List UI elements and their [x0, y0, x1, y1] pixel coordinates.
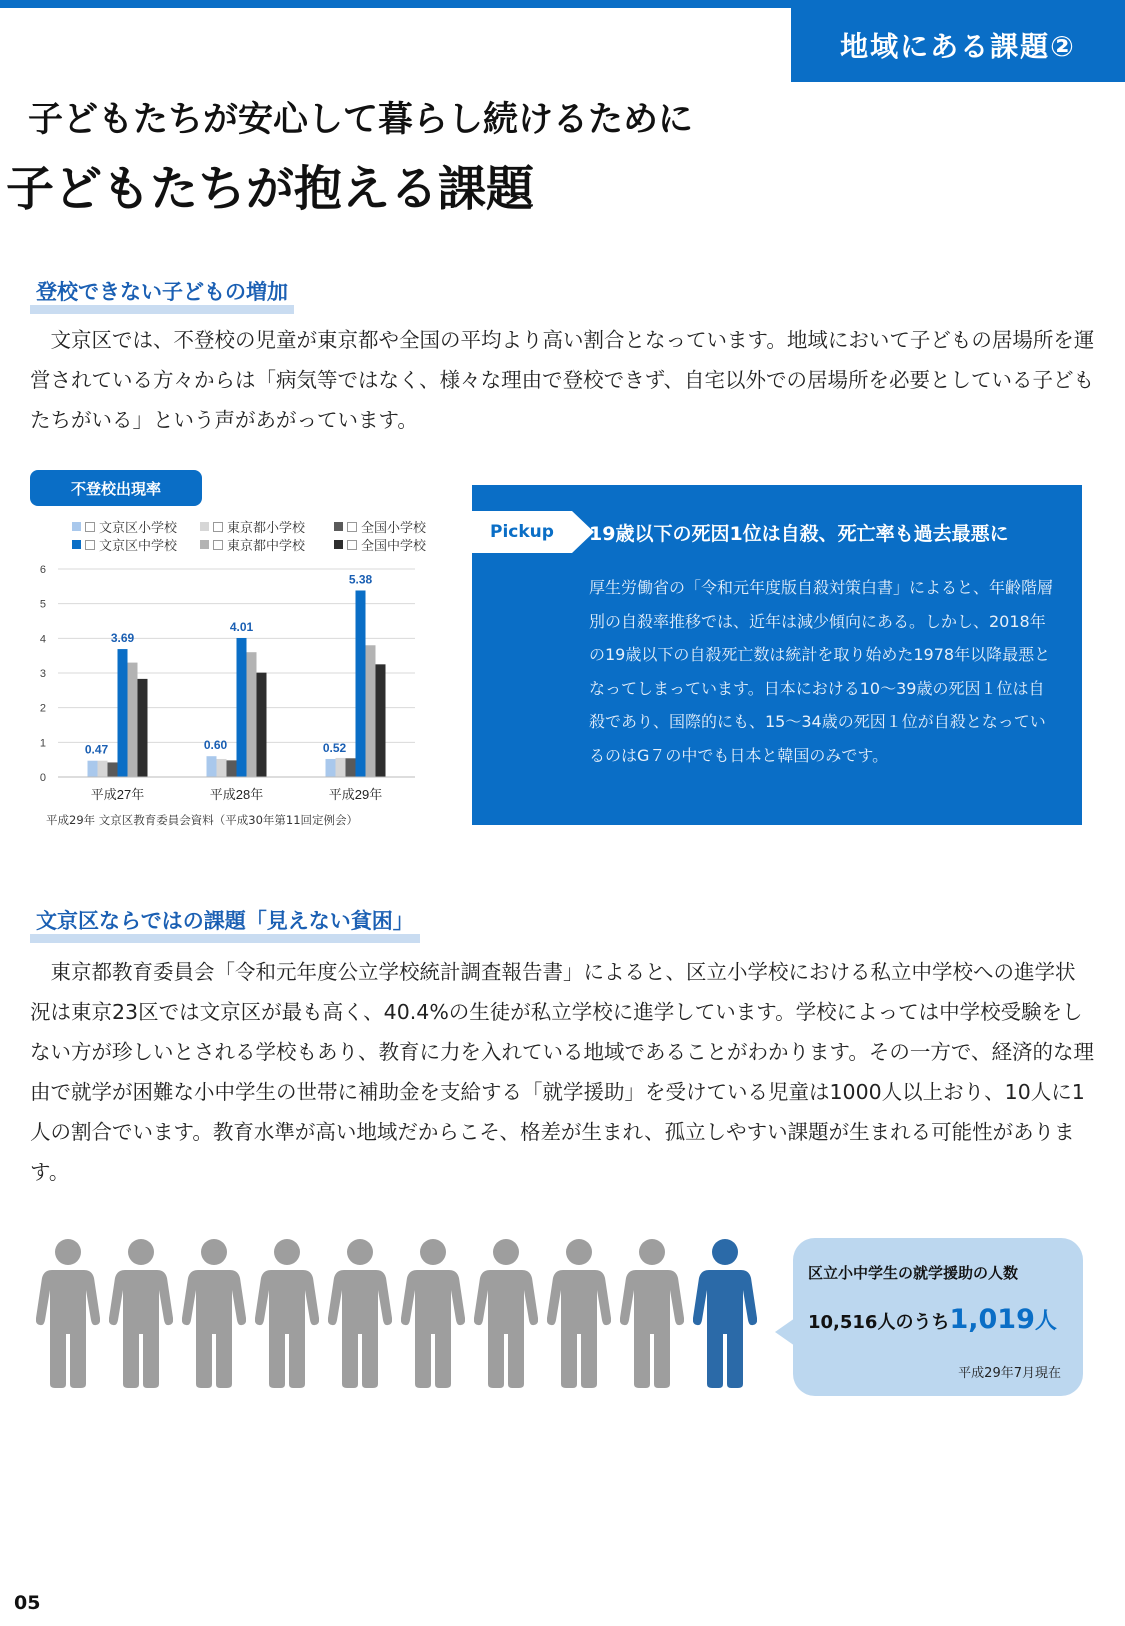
- y-tick-label: 1: [39, 737, 46, 750]
- legend-box-icon: [85, 540, 95, 550]
- bar-文京区中学校: [118, 649, 128, 777]
- absence-rate-chart: [30, 555, 420, 810]
- y-tick-label: 4: [39, 633, 46, 646]
- legend-item: [334, 535, 426, 554]
- data-label: 0.60: [203, 738, 228, 753]
- y-tick-label: 2: [39, 702, 46, 715]
- callout-count: [808, 1304, 1057, 1335]
- person-icon: [693, 1238, 757, 1392]
- bar-東京都小学校: [336, 758, 346, 777]
- chart-source: 平成29年 文京区教育委員会資料（平成30年第11回定例会）: [46, 813, 359, 827]
- section-paragraph-absence: 文京区では、不登校の児童が東京都や全国の平均より高い割合となっています。地域において子どもの居場所を運営されている方々からは「病気等ではなく、様々な理由で登校できず、自宅以外での居場所を必要としている子どもたちがいる」という声があがっています。: [30, 328, 1095, 432]
- legend-item: [200, 517, 305, 536]
- bar-全国中学校: [376, 664, 386, 777]
- bar-文京区小学校: [88, 761, 98, 777]
- legend-item: [200, 535, 305, 554]
- y-tick-label: 3: [39, 668, 46, 680]
- x-tick-label: 平成28年: [209, 787, 264, 802]
- page-subtitle: 子どもたちが安心して暮らし続けるために: [28, 100, 694, 140]
- section-paragraph-poverty: 東京都教育委員会「令和元年度公立学校統計調査報告書」によると、区立小学校における私立中学校への進学状況は東京23区では文京区が最も高く、40.4%の生徒が私立学校に進学しています。学校によっては中学校受験をしない方が珍しいとされる学校もあり、教育に力を入れている地域であることがわかります。その一方で、経済的な理由で就学が困難な小中学生の世帯に補助金を支給する「就学援助」を受けている児童は1000人以上おり、10人に1人の割合でいます。教育水準が高い地域だからこそ、格差が生まれ、孤立しやすい課題が生まれる可能性があります。: [30, 960, 1094, 1184]
- person-icon: [36, 1238, 100, 1392]
- legend-box-icon: [85, 522, 95, 532]
- section-heading-poverty: 文京区ならではの課題「見えない貧困」: [30, 905, 420, 939]
- legend-box-icon: [347, 540, 357, 550]
- y-tick-label: 0: [39, 772, 46, 784]
- bar-文京区小学校: [207, 756, 217, 777]
- bar-東京都中学校: [247, 652, 257, 777]
- bar-文京区中学校: [356, 590, 366, 777]
- person-icon: [401, 1238, 465, 1392]
- legend-swatch: [72, 540, 81, 549]
- person-icon: [474, 1238, 538, 1392]
- legend-label: 東京都小学校: [227, 521, 306, 536]
- bar-全国小学校: [227, 760, 237, 777]
- page-title: 子どもたちが抱える課題: [6, 161, 535, 217]
- bar-東京都小学校: [98, 761, 108, 777]
- legend-swatch: [72, 522, 81, 531]
- legend-label: 全国小学校: [361, 521, 427, 536]
- x-tick-label: 平成29年: [328, 787, 383, 802]
- legend-label: 東京都中学校: [227, 539, 306, 554]
- bar-全国中学校: [257, 673, 267, 777]
- legend-swatch: [334, 540, 343, 549]
- data-label: 5.38: [348, 572, 373, 587]
- callout-date: 平成29年7月現在: [958, 1366, 1061, 1381]
- bar-全国小学校: [346, 758, 356, 777]
- legend-box-icon: [347, 522, 357, 532]
- data-label: 3.69: [110, 631, 135, 646]
- callout-highlight: 1,019: [949, 1304, 1035, 1335]
- data-label: 0.47: [84, 742, 109, 757]
- legend-swatch: [200, 522, 209, 531]
- person-icon: [328, 1238, 392, 1392]
- callout-prefix: 10,516人のうち: [808, 1312, 950, 1333]
- y-tick-label: 5: [39, 598, 46, 611]
- pickup-title: 19歳以下の死因1位は自殺、死亡率も過去最悪に: [589, 523, 1009, 545]
- legend-item: [72, 535, 177, 554]
- bar-全国中学校: [138, 679, 148, 777]
- y-tick-label: 6: [39, 564, 46, 576]
- x-tick-label: 平成27年: [90, 787, 145, 802]
- chart-label: 不登校出現率: [30, 470, 202, 506]
- section-heading-absence: 登校できない子どもの増加: [30, 276, 294, 310]
- person-icon: [182, 1238, 246, 1392]
- legend-label: 文京区小学校: [99, 521, 178, 536]
- bar-全国小学校: [108, 762, 118, 777]
- bar-東京都中学校: [128, 663, 138, 777]
- callout-title: 区立小中学生の就学援助の人数: [808, 1264, 1019, 1282]
- bar-文京区小学校: [326, 759, 336, 777]
- person-icon: [109, 1238, 173, 1392]
- legend-label: 全国中学校: [361, 539, 427, 554]
- legend-box-icon: [213, 522, 223, 532]
- pickup-body: 厚生労働省の「令和元年度版自殺対策白書」によると、年齢階層別の自殺率推移では、近年は減少傾向にある。しかし、2018年の19歳以下の自殺死亡数は統計を取り始めた1978年以降最悪となってしまっています。日本における10〜39歳の死因１位は自殺であり、国際的にも、15〜34歳の死因１位が自殺となっているのはG７の中でも日本と韓国のみです。: [589, 578, 1054, 765]
- data-label: 4.01: [229, 619, 254, 634]
- bar-東京都小学校: [217, 759, 227, 777]
- legend-label: 文京区中学校: [99, 539, 178, 554]
- pickup-box: [472, 485, 1082, 825]
- bar-東京都中学校: [366, 645, 376, 777]
- legend-swatch: [200, 540, 209, 549]
- section-tab: 地域にある課題②: [791, 8, 1125, 82]
- data-label: 0.52: [322, 740, 347, 755]
- bar-文京区中学校: [237, 638, 247, 777]
- legend-box-icon: [213, 540, 223, 550]
- legend-item: [72, 517, 177, 536]
- top-accent-bar: [0, 0, 1125, 8]
- aid-callout: [793, 1238, 1083, 1396]
- legend-item: [334, 517, 426, 536]
- legend-swatch: [334, 522, 343, 531]
- person-icon: [547, 1238, 611, 1392]
- pickup-tag: Pickup: [472, 511, 572, 553]
- person-icon: [255, 1238, 319, 1392]
- person-icon: [620, 1238, 684, 1392]
- callout-suffix: 人: [1034, 1309, 1057, 1334]
- page-number: 05: [14, 1592, 41, 1614]
